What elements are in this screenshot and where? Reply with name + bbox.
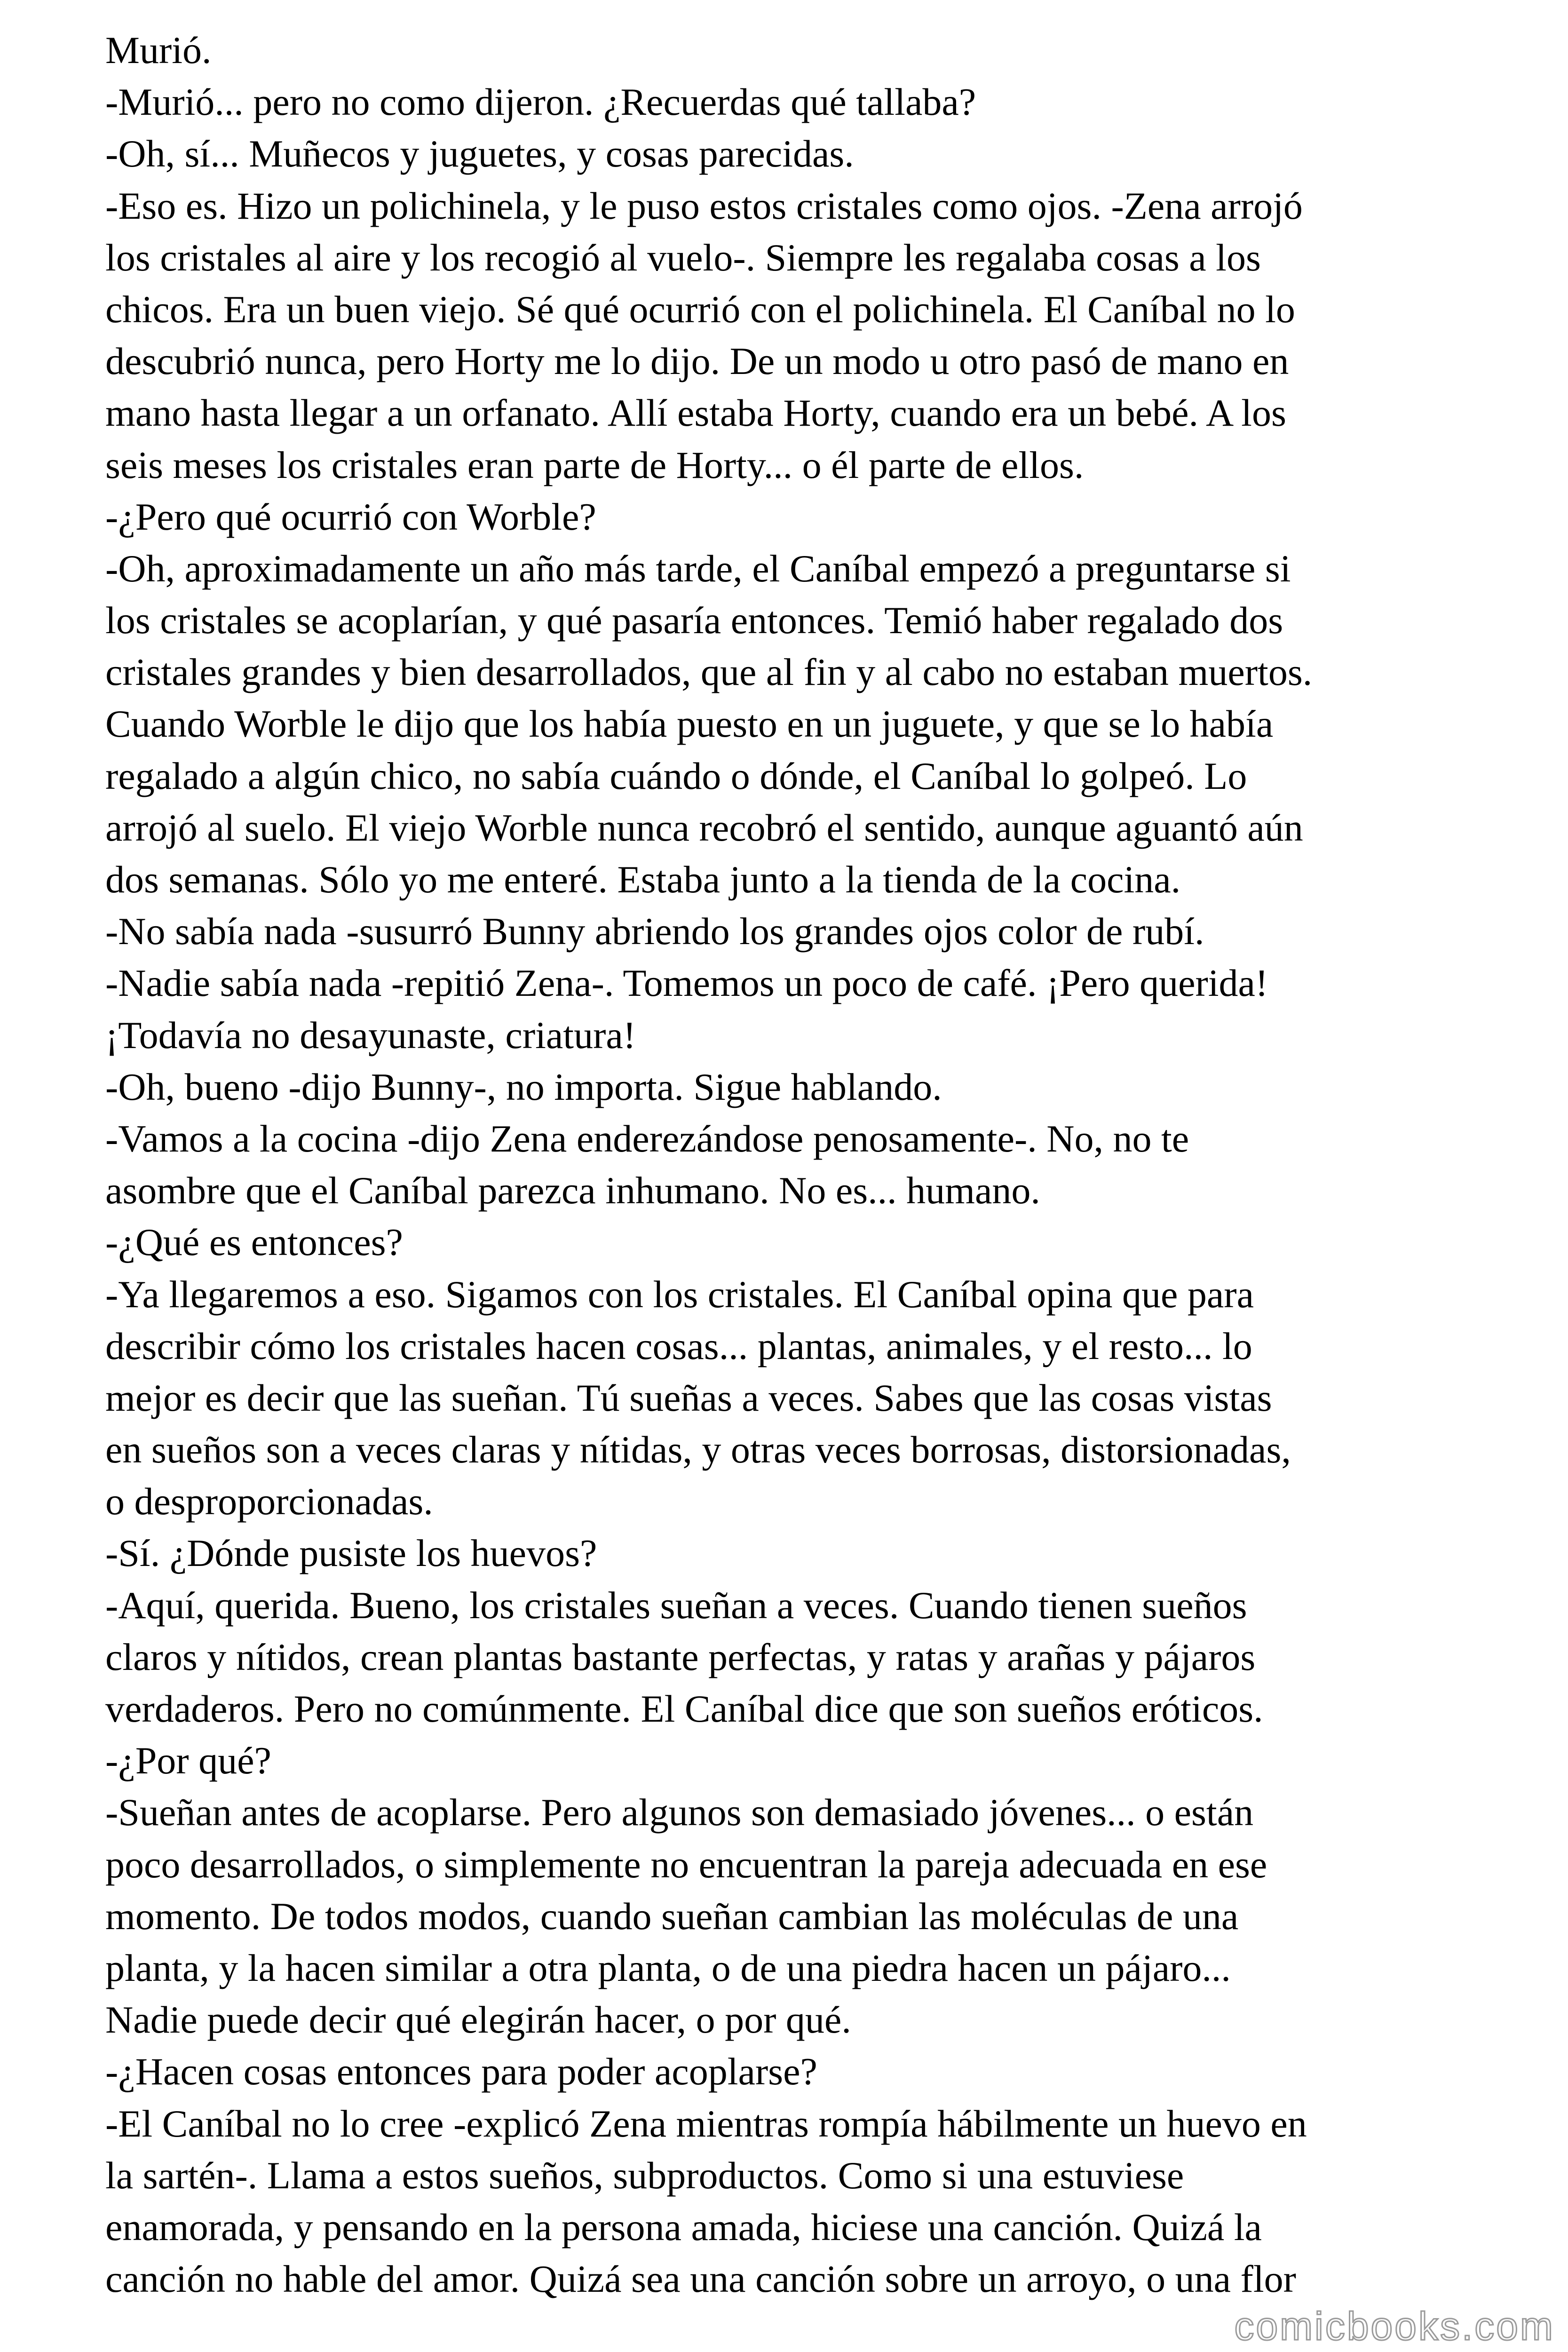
text-line: -Oh, bueno -dijo Bunny-, no importa. Sigue hablando. bbox=[105, 1065, 942, 1108]
text-line: canción no hable del amor. Quizá sea una canción sobre un arroyo, o una flor bbox=[105, 2257, 1296, 2301]
text-line: -Sueñan antes de acoplarse. Pero algunos son demasiado jóvenes... o están bbox=[105, 1791, 1254, 1834]
text-line: o desproporcionadas. bbox=[105, 1480, 433, 1523]
text-line: los cristales al aire y los recogió al vuelo-. Siempre les regalaba cosas a los bbox=[105, 236, 1261, 279]
text-line: -Oh, sí... Muñecos y juguetes, y cosas parecidas. bbox=[105, 132, 854, 175]
text-line: mejor es decir que las sueñan. Tú sueñas a veces. Sabes que las cosas vistas bbox=[105, 1376, 1272, 1419]
text-line: -El Caníbal no lo cree -explicó Zena mientras rompía hábilmente un huevo en bbox=[105, 2102, 1307, 2145]
text-line: arrojó al suelo. El viejo Worble nunca recobró el sentido, aunque aguantó aún bbox=[105, 806, 1303, 849]
text-line: -¿Qué es entonces? bbox=[105, 1221, 403, 1264]
text-line: -¿Pero qué ocurrió con Worble? bbox=[105, 495, 596, 538]
text-line: poco desarrollados, o simplemente no encuentran la pareja adecuada en ese bbox=[105, 1843, 1267, 1886]
text-line: -Aquí, querida. Bueno, los cristales sueñan a veces. Cuando tienen sueños bbox=[105, 1583, 1247, 1627]
text-line: -Eso es. Hizo un polichinela, y le puso estos cristales como ojos. -Zena arrojó bbox=[105, 184, 1303, 227]
text-line: -No sabía nada -susurró Bunny abriendo los grandes ojos color de rubí. bbox=[105, 910, 1204, 953]
text-line: los cristales se acoplarían, y qué pasaría entonces. Temió haber regalado dos bbox=[105, 599, 1283, 642]
text-line: -Murió... pero no como dijeron. ¿Recuerdas qué tallaba? bbox=[105, 80, 976, 124]
text-line: describir cómo los cristales hacen cosas... plantas, animales, y el resto... lo bbox=[105, 1324, 1252, 1367]
text-line: -Nadie sabía nada -repitió Zena-. Tomemos un poco de café. ¡Pero querida! bbox=[105, 961, 1268, 1005]
text-line: -Vamos a la cocina -dijo Zena enderezándose penosamente-. No, no te bbox=[105, 1117, 1189, 1160]
text-line: -¿Por qué? bbox=[105, 1739, 271, 1782]
body-text bbox=[105, 24, 1483, 2305]
text-line: planta, y la hacen similar a otra planta, o de una piedra hacen un pájaro... bbox=[105, 1946, 1231, 1989]
text-line: regalado a algún chico, no sabía cuándo o dónde, el Caníbal lo golpeó. Lo bbox=[105, 754, 1247, 797]
text-line: en sueños son a veces claras y nítidas, y otras veces borrosas, distorsionadas, bbox=[105, 1428, 1291, 1471]
text-line: Nadie puede decir qué elegirán hacer, o por qué. bbox=[105, 1998, 851, 2042]
text-line: Cuando Worble le dijo que los había puesto en un juguete, y que se lo había bbox=[105, 702, 1274, 746]
text-line: Murió. bbox=[105, 29, 212, 72]
text-line: seis meses los cristales eran parte de Horty... o él parte de ellos. bbox=[105, 443, 1084, 486]
text-line: -Ya llegaremos a eso. Sigamos con los cristales. El Caníbal opina que para bbox=[105, 1272, 1254, 1316]
text-line: claros y nítidos, crean plantas bastante perfectas, y ratas y arañas y pájaros bbox=[105, 1635, 1256, 1678]
text-line: mano hasta llegar a un orfanato. Allí estaba Horty, cuando era un bebé. A los bbox=[105, 391, 1286, 435]
text-line: cristales grandes y bien desarrollados, que al fin y al cabo no estaban muertos. bbox=[105, 651, 1313, 694]
text-line: -¿Hacen cosas entonces para poder acoplarse? bbox=[105, 2050, 817, 2093]
text-line: verdaderos. Pero no comúnmente. El Caníbal dice que son sueños eróticos. bbox=[105, 1687, 1263, 1730]
text-line: enamorada, y pensando en la persona amada, hiciese una canción. Quizá la bbox=[105, 2205, 1262, 2249]
text-line: -Sí. ¿Dónde pusiste los huevos? bbox=[105, 1532, 597, 1575]
text-line: ¡Todavía no desayunaste, criatura! bbox=[105, 1013, 636, 1057]
watermark: comicbooks.com bbox=[1234, 2304, 1555, 2348]
text-line: asombre que el Caníbal parezca inhumano. No es... humano. bbox=[105, 1169, 1040, 1212]
text-line: -Oh, aproximadamente un año más tarde, el Caníbal empezó a preguntarse si bbox=[105, 547, 1291, 590]
text-line: chicos. Era un buen viejo. Sé qué ocurrió con el polichinela. El Caníbal no lo bbox=[105, 287, 1295, 331]
text-line: la sartén-. Llama a estos sueños, subproductos. Como si una estuviese bbox=[105, 2153, 1184, 2197]
text-line: descubrió nunca, pero Horty me lo dijo. De un modo u otro pasó de mano en bbox=[105, 340, 1289, 383]
text-line: momento. De todos modos, cuando sueñan cambian las moléculas de una bbox=[105, 1894, 1239, 1938]
text-line: dos semanas. Sólo yo me enteré. Estaba junto a la tienda de la cocina. bbox=[105, 858, 1181, 901]
